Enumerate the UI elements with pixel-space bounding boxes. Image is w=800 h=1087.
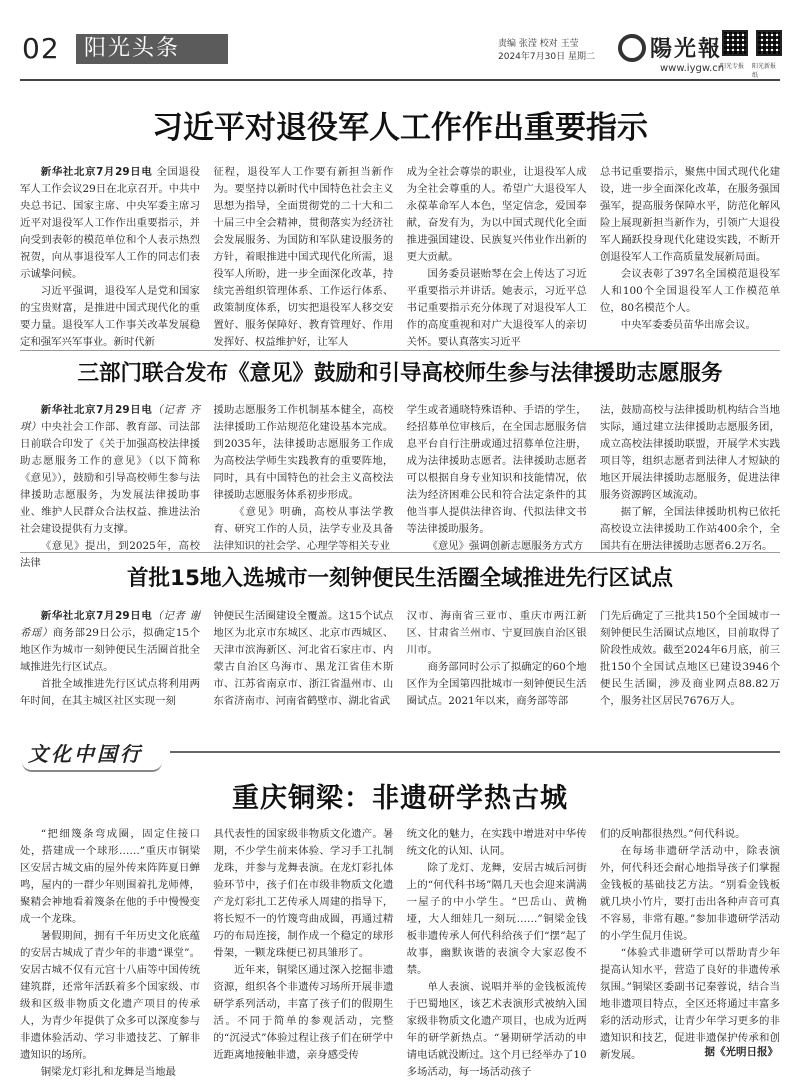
culture-banner <box>20 742 780 766</box>
reporter: （记者 齐琪） <box>20 404 200 433</box>
qr-code-icon[interactable] <box>722 30 748 56</box>
paragraph: 具代表性的国家级非物质文化遗产。暑期，不少学生前来体验、学习手工扎制龙珠，并参与龙舞表演。在龙灯彩扎体验环节中，孩子们在市级非物质文化遗产龙灯彩扎工艺传承人周建的指导下，将长短不一的竹篾弯曲成圆，再通过精巧的布局连接，制作成一个稳定的球形骨架，一颗龙珠便已初具雏形了。 <box>213 828 394 959</box>
article4-col-1 <box>20 826 200 1078</box>
header-rule <box>20 79 780 81</box>
paragraph: 汉市、海南省三亚市、重庆市两江新区、甘肃省兰州市、宁夏回族自治区银川市。 <box>406 610 587 656</box>
article2-col-4 <box>599 402 780 552</box>
paragraph: 据了解，全国法律援助机构已依托高校设立法律援助工作站400余个，全国共有在册法律援助志愿者6.2万名。 <box>599 506 780 552</box>
article4-col-2 <box>213 826 394 1061</box>
paragraph: 国务委员谌贻琴在会上传达了习近平重要指示并讲话。她表示，习近平总书记重要指示充分体现了对退役军人工作的高度重视和对广大退役军人的亲切关怀。要认真落实习近平 <box>406 268 587 348</box>
paragraph: 《意见》提出，到2025年，高校法律 <box>20 540 200 569</box>
paragraph: 会议表彰了397名全国模范退役军人和100个全国退役军人工作模范单位，80名模范个人。 <box>599 268 780 314</box>
paragraph: 法，鼓励高校与法律援助机构结合当地实际，通过建立法律援助志愿服务团，成立高校法律援助联盟，开展学术实践项目等，组织志愿者到法律人才短缺的地区开展法律援助志愿服务，促进法律服务资源跨区域流动。 <box>599 404 780 501</box>
page-number: 02 <box>22 32 60 65</box>
paragraph: 暑假期间，拥有千年历史文化底蕴的安居古城成了青少年的非遗“课堂”。安居古城不仅有元宫十八庙等中国传统建筑群，还常年活跃着多个国家级、市级和区级非物质文化遗产项目的传承人，为青少年提供了众多可以深度参与非遗体验活动、学习非遗技艺、了解非遗知识的场所。 <box>20 930 200 1061</box>
article4-headline: 重庆铜梁：非遗研学热古城 <box>232 783 568 814</box>
article4-col-3 <box>406 826 587 1078</box>
paragraph: 单人表演、说唱并举的金钱板流传于巴蜀地区，该艺术表演形式被纳入国家级非物质文化遗产项目，也成为近两年的研学新热点。“暑期研学活动的申请电话就没断过。这个月已经举办了10多场活动，每一场活动孩子 <box>406 981 587 1078</box>
article3-headline: 首批15地入选城市一刻钟便民生活圈全域推进先行区试点 <box>127 566 673 591</box>
paragraph: 统文化的魅力，在实践中增进对中华传统文化的认知、认同。 <box>406 828 587 857</box>
paragraph: 成为全社会尊崇的职业，让退役军人成为全社会尊重的人。希望广大退役军人永葆革命军人本色，坚定信念，爱国奉献，奋发有为，为以中国式现代化全面推进强国建设、民族复兴伟业作出新的更大贡献。 <box>406 166 587 263</box>
article4-source: 据《光明日报》 <box>704 1046 778 1058</box>
paragraph: 新华社北京7月29日电 全国退役军人工作会议29日在北京召开。中共中央总书记、国家主席、中央军委主席习近平对退役军人工作作出重要指示，并向受到表彰的模范单位和个人表示热烈祝贺，向从事退役军人工作的同志们表示诚挚问候。 <box>20 166 200 280</box>
paragraph: 铜梁龙灯彩扎和龙舞是当地最 <box>40 1066 176 1078</box>
article3-col-1 <box>20 608 200 730</box>
paragraph: 新华社北京7月29日电（记者 齐琪）中央社会工作部、教育部、司法部日前联合印发了《关于加强高校法律援助志愿服务工作的意见》（以下简称《意见》），鼓励和引导高校师生参与法律援助志愿服务，为发展法律援助事业、维护人民群众合法权益、推进法治社会建设提供有力支撑。 <box>20 404 201 535</box>
paragraph: 《意见》强调创新志愿服务方式方 <box>427 540 584 552</box>
article2-col-1 <box>20 402 201 569</box>
article1-body <box>20 164 780 348</box>
qr-caption: 阳光新报纸 <box>752 63 777 79</box>
article2-body <box>20 402 780 569</box>
editors-line: 责编 张滢 校对 王莹 <box>498 39 579 49</box>
paragraph: 在每场非遗研学活动中，除表演外，何代科还会耐心地指导孩子们掌握金钱板的基础技艺方法。“别看金钱板就几块小竹片，要打击出各种声音可真不容易，非常有趣。”参加非遗研学活动的小学生侃月佳说。 <box>599 845 780 942</box>
editor-credits <box>498 38 595 64</box>
qr-caption: 阳光专报 <box>720 63 745 70</box>
article2-col-2 <box>213 402 394 552</box>
paragraph: 首批全域推进先行区试点将利用两年时间，在其主城区社区实现一刻 <box>20 678 200 707</box>
dateline: 新华社北京7月29日电 <box>40 610 153 622</box>
culture-label: 文化中国行 <box>28 742 143 766</box>
article1-col-3 <box>406 164 587 348</box>
article1-headline: 习近平对退役军人工作作出重要指示 <box>152 110 648 146</box>
paragraph: 中央军委委员苗华出席会议。 <box>620 319 756 331</box>
paragraph: 总书记重要指示，聚焦中国式现代化建设，进一步全面深化改革，在服务强国强军，提高服务保障水平，防范化解风险上展现新担当新作为，引领广大退役军人踊跃投身现代化建设实践，不断开创退役军人工作高质量发展新局面。 <box>599 166 780 263</box>
newspaper-logo: 陽光報 <box>650 36 723 62</box>
masthead <box>20 28 780 78</box>
article2-headline: 三部门联合发布《意见》鼓励和引导高校师生参与法律援助志愿服务 <box>77 361 723 386</box>
paragraph: 学生或者通晓特殊语种、手语的学生，经招募单位审核后，在全国志愿服务信息平台自行注册或通过招募单位注册，成为法律援助志愿者。法律援助志愿者可以根据自身专业知识和技能情况，依法为经济困难公民和符合法定条件的其他当事人提供法律咨询、代拟法律文书等法律援助服务。 <box>406 404 587 535</box>
article2-col-3 <box>406 402 587 552</box>
paragraph: 除了龙灯、龙舞，安居古城后河街上的“何代科书场”隔几天也会迎来满满一屋子的中小学生。“巴岳山、黄桷垭，大人细娃几一刻玩……”铜梁金钱板非遗传承人何代科给孩子们“摆”起了故事，幽默诙谐的表演令大家忍俊不禁。 <box>406 862 587 976</box>
article3-col-4 <box>600 608 780 730</box>
paragraph: 门先后确定了三批共150个全国城市一刻钟便民生活圈试点地区，目前取得了阶段性成效。截至2024年6月底，前三批150个全国试点地区已建设3946个便民生活圈，涉及商业网点88.82万个，服务社区居民7676万人。 <box>599 610 780 707</box>
paragraph: 新华社北京7月29日电（记者 谢希瑶）商务部29日公示，拟确定15个地区作为城市一刻钟便民生活圈首批全域推进先行区试点。 <box>20 610 200 673</box>
issue-date: 2024年7月30日 星期二 <box>498 52 595 62</box>
newspaper-logo-icon <box>618 34 646 62</box>
paragraph: 商务部同时公示了拟确定的60个地区作为全国第四批城市一刻钟便民生活圈试点。2021年以来，商务部等部 <box>406 661 587 707</box>
paragraph: 《意见》明确，高校从事法学教育、研究工作的人员，法学专业及具备法律知识的社会学、心理学等相关专业 <box>213 506 394 552</box>
divider <box>20 350 780 351</box>
paragraph: 近年来，铜梁区通过深入挖掘非遗资源，组织各个非遗传习场所开展非遗研学系列活动，丰富了孩子们的假期生活。不同于简单的参观活动，完整的“沉浸式”体验过程让孩子们在研学中近距离地接触非遗，亲身感受传 <box>213 964 394 1061</box>
paragraph: “把细篾条弯成圈，固定住接口处，搭建成一个球形……”重庆市铜梁区安居古城文庙的屋外传来阵阵夏日蝉鸣，屋内的一群少年则围着扎龙师傅，聚精会神地看着篾条在他的手中慢慢变成一个龙珠。 <box>20 828 200 925</box>
banner-line <box>170 751 780 753</box>
article1-col-2 <box>213 164 394 348</box>
article3-col-2 <box>213 608 393 730</box>
divider <box>20 552 780 553</box>
article1-col-4 <box>600 164 780 342</box>
paragraph: 钟便民生活圈建设全覆盖。这15个试点地区为北京市东城区、北京市西城区、天津市滨海新区、河北省石家庄市、内蒙古自治区乌海市、黑龙江省佳木斯市、江苏省南京市、浙江省温州市、山东省济南市、河南省鹤壁市、湖北省武 <box>213 610 394 707</box>
site-url[interactable]: www.iygw.cn <box>660 63 725 74</box>
paragraph: 习近平强调，退役军人是党和国家的宝贵财富，是推进中国式现代化的重要力量。退役军人工作事关改革发展稳定和强军兴军事业。新时代新 <box>20 285 200 348</box>
cloud-ornament-icon <box>22 762 162 772</box>
article1-col-1 <box>20 164 200 348</box>
reporter: （记者 谢希瑶） <box>20 610 200 639</box>
article3-col-3 <box>407 608 587 730</box>
paragraph: 援助志愿服务工作机制基本健全，高校法律援助工作站规范化建设基本完成。到2035年，法律援助志愿服务工作成为高校法学师生实践教育的重要阵地，同时，具有中国特色的社会主义高校法律援助志愿服务体系初步形成。 <box>213 404 394 501</box>
dateline: 新华社北京7月29日电 <box>40 404 153 416</box>
dateline: 新华社北京7月29日电 <box>40 166 153 178</box>
article3-body <box>20 608 780 730</box>
section-title: 阳光头条 <box>76 34 228 64</box>
paragraph: 们的反响都很热烈。”何代科说。 <box>599 828 746 840</box>
paragraph: “体验式非遗研学可以帮助青少年提高认知水平，营造了良好的非遗传承氛围。”铜梁区委副书记秦蓉说，结合当地非遗项目特点，全区还将通过丰富多彩的活动形式，让青少年学习更多的非遗知识和技艺，促进非遗保护传承和创新发展。 <box>599 947 780 1061</box>
paragraph: 征程，退役军人工作要有新担当新作为。要坚持以新时代中国特色社会主义思想为指导，全面贯彻党的二十大和二十届三中全会精神，贯彻落实为经济社会发展服务、为国防和军队建设服务的方针，着眼推进中国式现代化所需，退役军人所盼，进一步全面深化改革，持续完善组织管理体系、工作运行体系、政策制度体系，切实把退役军人移交安置好、服务保障好、教育管理好、作用发挥好、权益维护好，让军人 <box>213 166 394 348</box>
qr-code-icon[interactable] <box>756 30 782 56</box>
